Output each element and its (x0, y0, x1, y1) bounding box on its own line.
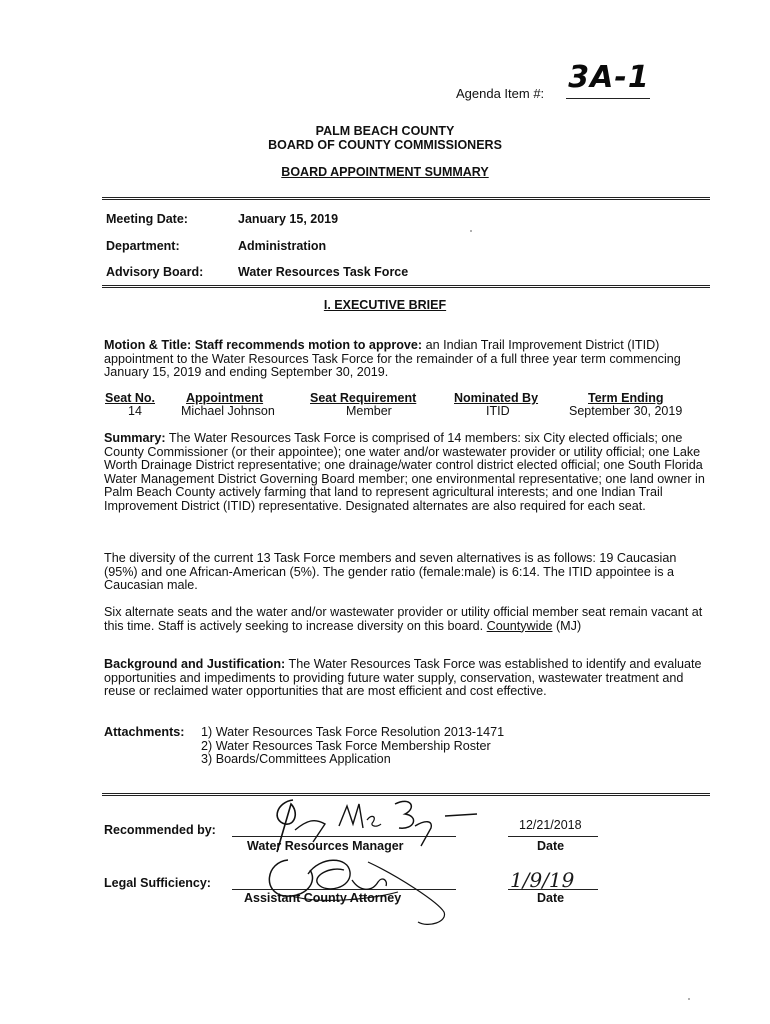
manager-signature (255, 790, 485, 860)
vacancy-paragraph (104, 606, 710, 633)
background-text: The Water Resources Task Force was established to identify and evaluate opportunities and impediments to providing future water supply, conservation, wastewater treatment and reuse or reclaimed water opportunities that are most efficient and cost effective. (104, 657, 702, 698)
motion-text: an Indian Trail Improvement District (ITID) appointment to the Water Resources Task Force for the remainder of a full three year term commencing January 15, 2019 and ending September 30, 2019. (104, 338, 681, 379)
meta-divider (102, 285, 710, 288)
agenda-item-label: Agenda Item #: (456, 86, 545, 101)
agenda-item-number: 3A-1 (568, 60, 650, 95)
executive-brief-heading: I. EXECUTIVE BRIEF (323, 298, 447, 312)
scan-speck (470, 230, 472, 232)
vacancy-text: Six alternate seats and the water and/or wastewater provider or utility official member seat remain vacant at this time. Staff is actively seeking to increase diversity on this board. (104, 605, 703, 633)
staff-initials: (MJ) (552, 618, 582, 633)
legal-sufficiency-label: Legal Sufficiency: (104, 876, 211, 890)
term-ending-value: September 30, 2019 (569, 404, 683, 418)
nominated-by-header: Nominated By (454, 391, 539, 405)
legal-date-line (508, 889, 598, 890)
motion-paragraph (104, 339, 710, 380)
advisory-board-label: Advisory Board: (106, 265, 204, 279)
attachment-item: 3) Boards/Committees Application (201, 752, 391, 766)
legal-title: Assistant County Attorney (244, 891, 402, 905)
meeting-date-label: Meeting Date: (106, 212, 188, 226)
recommended-by-label: Recommended by: (104, 823, 216, 837)
summary-paragraph (104, 432, 710, 513)
meeting-date-value: January 15, 2019 (238, 212, 339, 226)
recommended-date-line (508, 836, 598, 837)
background-paragraph (104, 658, 710, 699)
board-name: BOARD OF COUNTY COMMISSIONERS (268, 138, 502, 152)
seat-requirement-value: Member (346, 404, 392, 418)
county-name: PALM BEACH COUNTY (315, 124, 455, 138)
attachment-item: 1) Water Resources Task Force Resolution 2013-1471 (201, 725, 505, 739)
recommended-title: Water Resources Manager (247, 839, 404, 853)
summary-label: Summary: (104, 431, 166, 445)
background-label: Background and Justification: (104, 657, 286, 671)
legal-date-value: 1/9/19 (510, 868, 575, 892)
header-divider (102, 197, 710, 200)
seat-no-header: Seat No. (105, 391, 156, 405)
seat-requirement-header: Seat Requirement (310, 391, 417, 405)
document-title: BOARD APPOINTMENT SUMMARY (281, 165, 489, 179)
legal-date-caption: Date (537, 891, 565, 905)
attachment-item: 2) Water Resources Task Force Membership Roster (201, 739, 491, 753)
appointment-header: Appointment (186, 391, 264, 405)
countywide-label: Countywide (486, 618, 553, 633)
department-value: Administration (238, 239, 327, 253)
agenda-item-underline (566, 98, 650, 99)
summary-text: The Water Resources Task Force is comprised of 14 members: six City elected officials; one County Commissioner (or their appointee); one water and/or wastewater provider or utility official; one Lake Worth Drainage District representative; one drainage/water control district elected official; one South Florida Water Management District Governing Board member; one environmental representative; one land owner in Palm Beach County actively farming that land to represent agricultural interests; and one Indian Trail Improvement District (ITID) representative. Designated alternates are also required for each seat. (104, 431, 705, 513)
recommended-date-caption: Date (537, 839, 565, 853)
appointment-value: Michael Johnson (181, 404, 275, 418)
attorney-signature (248, 852, 468, 932)
term-ending-header: Term Ending (588, 391, 664, 405)
nominated-by-value: ITID (486, 404, 510, 418)
scan-speck (688, 998, 690, 1000)
advisory-board-value: Water Resources Task Force (238, 265, 409, 279)
diversity-paragraph: The diversity of the current 13 Task Force members and seven alternatives is as follows: 19 Caucasian (95%) and one African-American (5%). The gender ratio (female:male) is 6:14. The ITID appointee is a Caucasian male. (104, 551, 677, 592)
department-label: Department: (106, 239, 180, 253)
recommended-date-value: 12/21/2018 (519, 818, 582, 832)
attachments-label: Attachments: (104, 725, 185, 739)
seat-no-value: 14 (128, 404, 142, 418)
motion-label: Motion & Title: Staff recommends motion to approve: (104, 338, 423, 352)
